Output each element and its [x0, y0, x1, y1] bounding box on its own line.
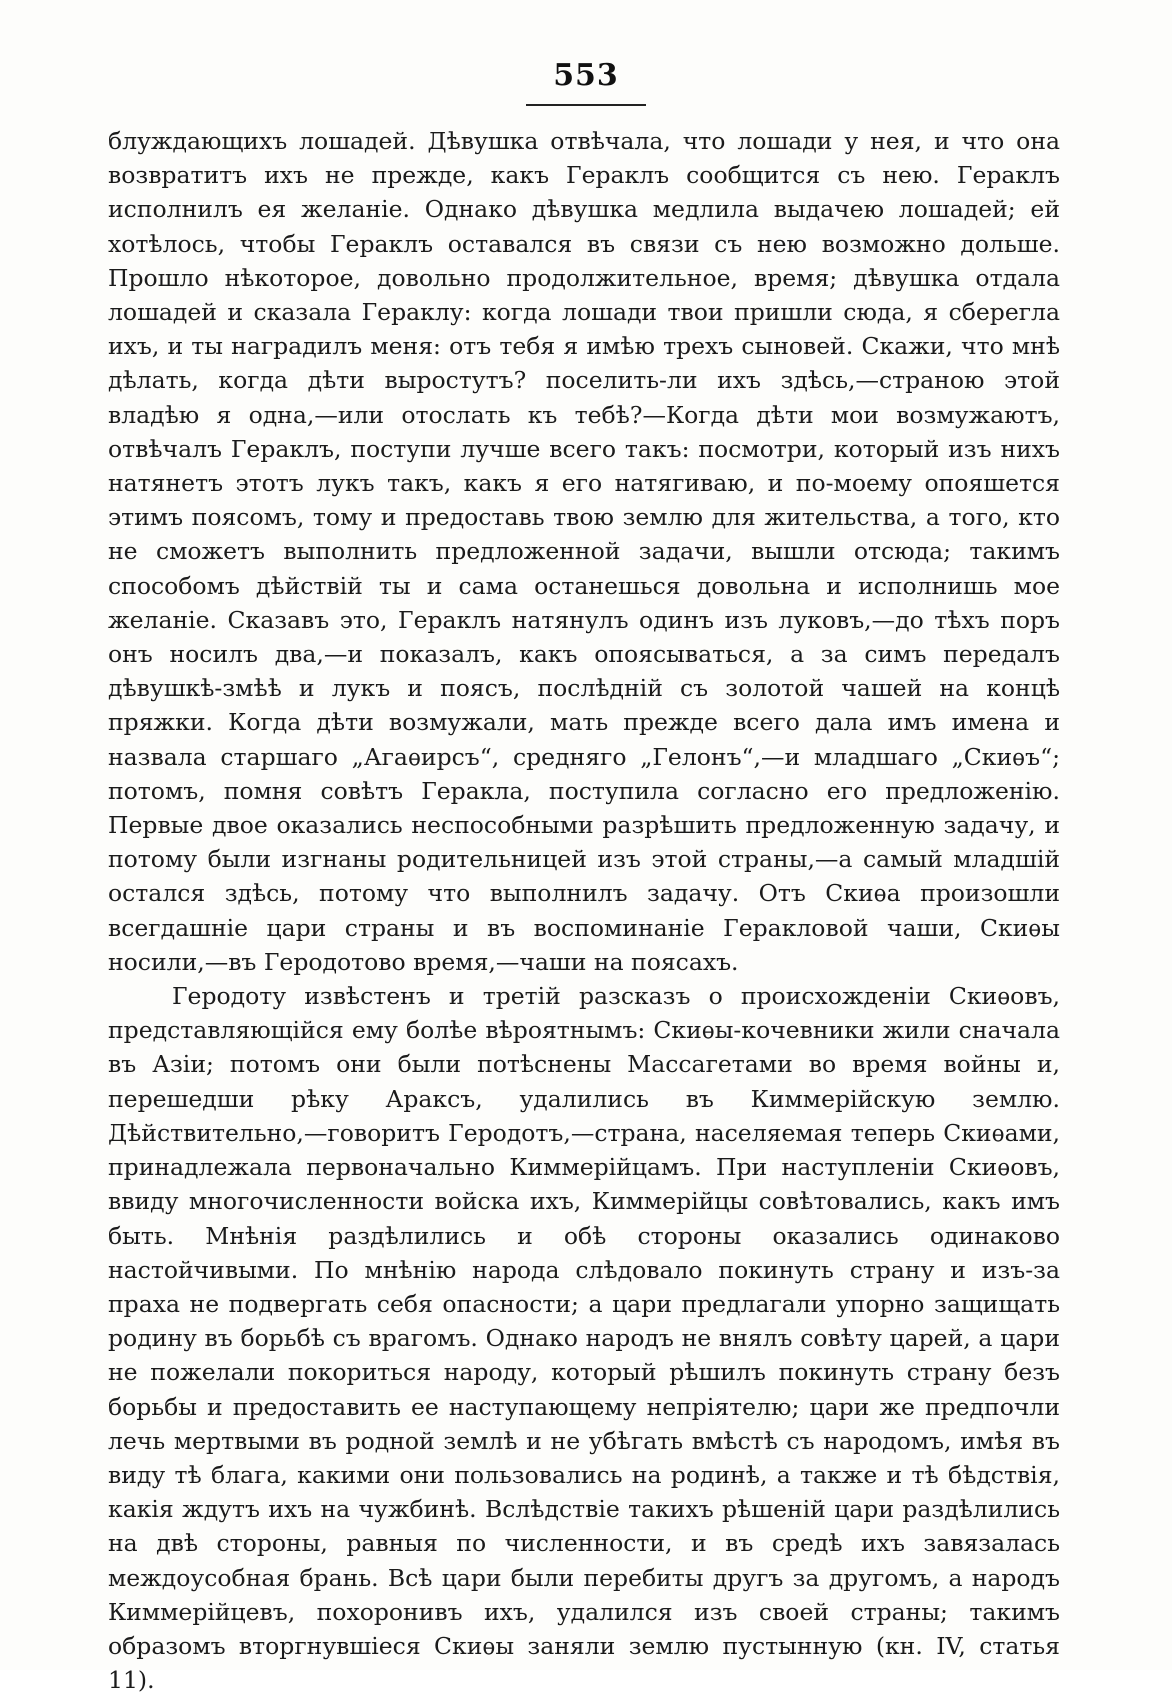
paragraph-continued: блуждающихъ лошадей. Дѣвушка отвѣчала, что лошади у нея, и что она возвратитъ ихъ не прежде, какъ Гераклъ сообщится съ нею. Гераклъ исполнилъ ея желаніе. Однако дѣвушка медлила выдачею лошадей; ей хотѣлось, чтобы Гераклъ оставался въ связи съ нею возможно дольше. Прошло нѣкоторое, довольно продолжительное, время; дѣвушка отдала лошадей и сказала Гераклу: когда лошади твои пришли сюда, я сберегла ихъ, и ты наградилъ меня: отъ тебя я имѣю трехъ сыновей. Скажи, что мнѣ дѣлать, когда дѣти выростутъ? поселить-ли ихъ здѣсь,—страною этой владѣю я одна,—или отослать къ тебѣ?—Когда дѣти мои возмужаютъ, отвѣчалъ Гераклъ, поступи лучше всего такъ: посмотри, который изъ нихъ натянетъ этотъ лукъ такъ, какъ я его натягиваю, и по-моему опояшется этимъ поясомъ, тому и предоставь твою землю для жительства, а того, кто не сможетъ выполнить предложенной задачи, вышли отсюда; такимъ способомъ дѣйствій ты и сама останешься довольна и исполнишь мое желаніе. Сказавъ это, Гераклъ натянулъ одинъ изъ луковъ,—до тѣхъ поръ онъ носилъ два,—и показалъ, какъ опоясываться, а за симъ передалъ дѣвушкѣ-змѣѣ и лукъ и поясъ, послѣдній съ золотой чашей на концѣ пряжки. Когда дѣти возмужали, мать прежде всего дала имъ имена и назвала старшаго „Агаѳирсъ“, средняго „Гелонъ“,—и младшаго „Скиѳъ“; потомъ, помня совѣтъ Геракла, поступила согласно его предложенію. Первые двое оказались неспособными разрѣшить предложенную задачу, и потому были изгнаны родительницей изъ этой страны,—а самый младшій остался здѣсь, потому что выполнилъ задачу. Отъ Скиѳа произошли всегдашніе цари страны и въ воспоминаніе Геракловой чаши, Скиѳы носили,—въ Геродотово время,—чаши на поясахъ.	[108, 127, 1060, 976]
body-text	[108, 124, 1060, 1697]
paragraph-herodotus-third-account: Геродоту извѣстенъ и третій разсказъ о происхожденіи Скиѳовъ, представляющійся ему болѣе вѣроятнымъ: Скиѳы-кочевники жили сначала въ Азіи; потомъ они были потѣснены Массагетами во время войны и, перешедши рѣку Араксъ, удалились въ Киммерійскую землю. Дѣйствительно,—говоритъ Геродотъ,—страна, населяемая теперь Скиѳами, принадлежала первоначально Киммерійцамъ. При наступленіи Скиѳовъ, ввиду многочисленности войска ихъ, Киммерійцы совѣтовались, какъ имъ быть. Мнѣнія раздѣлились и обѣ стороны оказались одинаково настойчивыми. По мнѣнію народа слѣдовало покинуть страну и изъ-за праха не подвергать себя опасности; а цари предлагали упорно защищать родину въ борьбѣ съ врагомъ. Однако народъ не внялъ совѣту царей, а цари не пожелали покориться народу, который рѣшилъ покинуть страну безъ борьбы и предоставить ее наступающему непріятелю; цари же предпочли лечь мертвыми въ родной землѣ и не убѣгать вмѣстѣ съ народомъ, имѣя въ виду тѣ блага, какими они пользовались на родинѣ, а также и тѣ бѣдствія, какія ждутъ ихъ на чужбинѣ. Вслѣдствіе такихъ рѣшеній цари раздѣлились на двѣ стороны, равныя по численности, и въ средѣ ихъ завязалась междоусобная брань. Всѣ цари были перебиты другъ за другомъ, а народъ Киммерійцевъ, похоронивъ ихъ, удалился изъ своей страны; такимъ образомъ вторгнувшіеся Скиѳы заняли землю пустынную (кн. IV, статья 11).	[108, 982, 1060, 1695]
page-number: 553	[553, 58, 619, 93]
page-number-rule	[526, 104, 646, 106]
